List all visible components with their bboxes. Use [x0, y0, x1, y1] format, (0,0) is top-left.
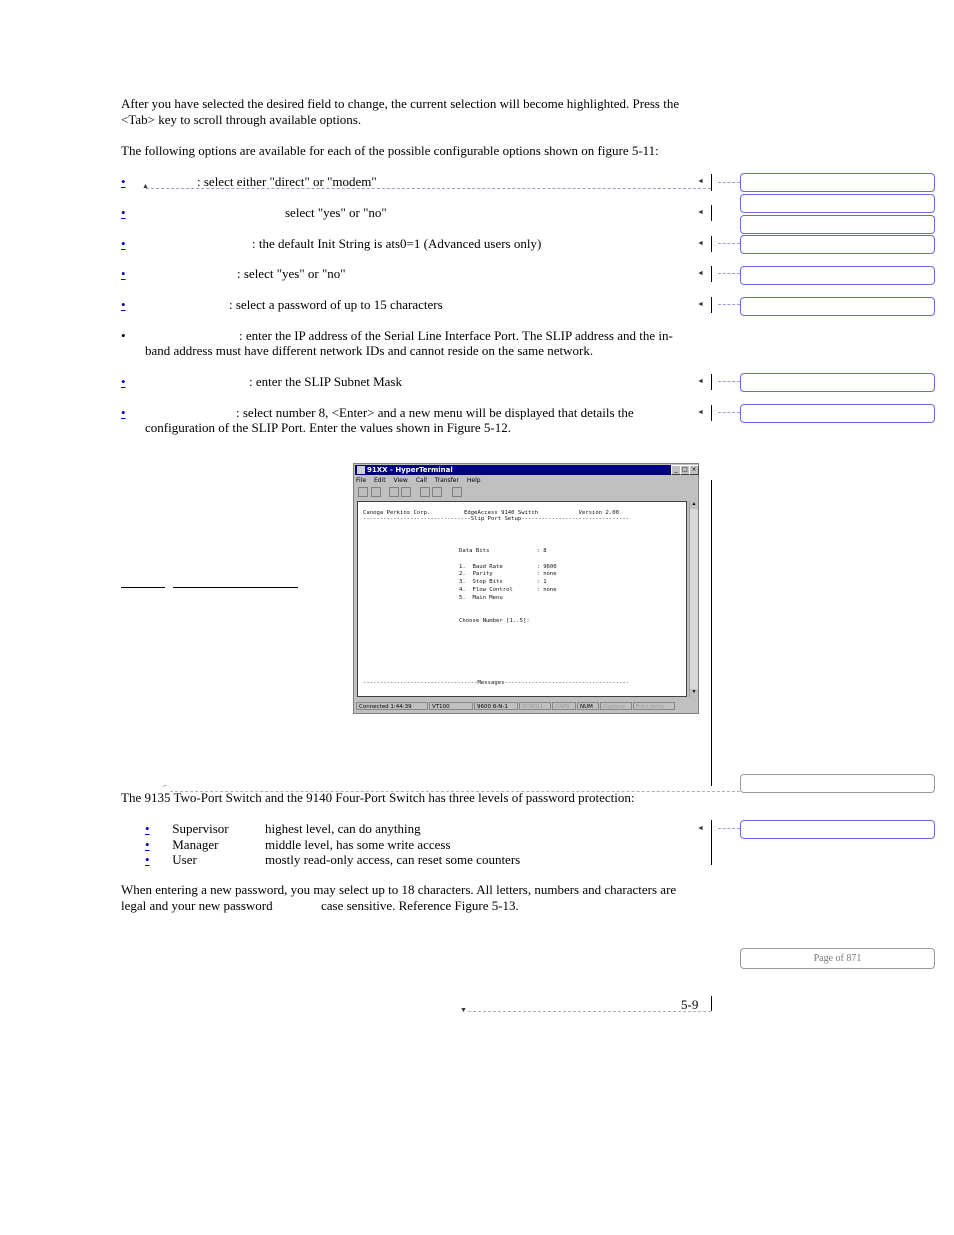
change-bar	[711, 205, 712, 221]
caption-underline	[173, 587, 298, 588]
bullet-link[interactable]: •	[145, 836, 150, 852]
level-desc: middle level, has some write access	[265, 836, 451, 852]
option-text: : select "yes" or "no"	[237, 266, 346, 281]
bullet-link[interactable]: •	[121, 174, 126, 189]
leader-line	[170, 791, 740, 792]
comment-marker-icon[interactable]: ◄	[697, 824, 704, 832]
menu-edit[interactable]: Edit	[373, 477, 386, 484]
receive-icon[interactable]	[432, 487, 442, 497]
options-intro: The following options are available for each of the possible configurable options shown on figure 5-11:	[121, 143, 659, 158]
terminal-line: ----------------------------------Messages-------------------------------------	[363, 680, 630, 686]
app-icon	[357, 466, 365, 474]
bullet-link[interactable]: •	[121, 236, 126, 251]
close-button[interactable]: ×	[689, 465, 699, 475]
level-name: User	[172, 852, 197, 867]
status-num: NUM	[577, 702, 599, 710]
change-bar	[711, 405, 712, 421]
leader-line	[468, 1011, 711, 1012]
password-note	[121, 882, 706, 914]
password-level-user	[145, 852, 705, 868]
option-text: : select a password of up to 15 characters	[229, 297, 443, 312]
option-text-continued: configuration of the SLIP Port. Enter the values shown in Figure 5-12.	[145, 420, 511, 435]
comment-box[interactable]	[740, 194, 935, 213]
terminal-line: 1. Baud Rate : 9600	[459, 564, 557, 570]
comment-box[interactable]	[740, 235, 935, 254]
option-text: : enter the IP address of the Serial Line Interface Port. The SLIP address and the in-	[239, 328, 673, 343]
window-title-bar[interactable]	[355, 465, 697, 475]
comment-box[interactable]	[740, 820, 935, 839]
change-bar	[711, 820, 712, 865]
menu-transfer[interactable]: Transfer	[434, 477, 459, 484]
intro-line-1: After you have selected the desired field to change, the current selection will become highlighted. Press the	[121, 96, 680, 111]
level-desc: mostly read-only access, can reset some counters	[265, 852, 521, 867]
terminal-line: 3. Stop Bits : 1	[459, 579, 547, 585]
option-item-connection	[121, 174, 706, 189]
comment-box[interactable]	[740, 173, 935, 192]
terminal-line: 5. Main Menu	[459, 595, 503, 601]
status-bar	[356, 702, 696, 712]
window-title: 91XX - HyperTerminal	[367, 466, 453, 474]
password-note-line-2	[121, 898, 706, 914]
change-bar	[711, 480, 712, 786]
scroll-up-icon[interactable]: ▲	[691, 502, 697, 507]
comment-box[interactable]	[740, 215, 935, 234]
anchor-marker-icon: ▼	[460, 1006, 467, 1014]
bullet: •	[121, 328, 126, 343]
page-number: 5-9	[681, 997, 699, 1012]
terminal-line: 2. Parity : none	[459, 571, 557, 577]
menu-file[interactable]: File	[356, 477, 367, 484]
leader-line	[718, 304, 740, 305]
comment-marker-icon[interactable]: ◄	[697, 208, 704, 216]
option-item-slip-port	[121, 405, 706, 420]
option-text: : select number 8, <Enter> and a new menu will be displayed that details the	[236, 405, 634, 420]
anchor-marker-icon: ⌐	[163, 782, 167, 790]
bullet-link[interactable]: •	[121, 205, 126, 220]
status-settings: 9600 8-N-1	[474, 702, 518, 710]
terminal-line: Data Bits : 8	[459, 548, 547, 554]
bullet-link[interactable]: •	[145, 852, 150, 867]
password-note-part-b: case sensitive. Reference Figure 5-13.	[321, 898, 519, 913]
password-note-line-1: When entering a new password, you may select up to 18 characters. All letters, numbers and characters are	[121, 882, 677, 897]
bullet-link[interactable]: •	[121, 297, 126, 312]
maximize-button[interactable]: □	[680, 465, 690, 475]
comment-box[interactable]	[740, 774, 935, 793]
comment-box[interactable]	[740, 266, 935, 285]
option-text: : enter the SLIP Subnet Mask	[249, 374, 402, 389]
status-capture: Capture	[600, 702, 632, 710]
option-item-slip-address	[121, 328, 706, 343]
change-bar	[711, 996, 712, 1011]
option-item-password-required	[121, 266, 706, 281]
leader-line	[718, 828, 740, 829]
leader-line	[718, 381, 740, 382]
status-print-echo: Print echo	[633, 702, 675, 710]
status-connected: Connected 1:44:39	[356, 702, 428, 710]
menu-call[interactable]: Call	[415, 477, 427, 484]
option-text: : select either "direct" or "modem"	[197, 174, 377, 189]
password-level-manager	[145, 837, 705, 853]
bullet-link[interactable]: •	[121, 405, 126, 420]
change-bar	[711, 297, 712, 313]
terminal-screen[interactable]	[357, 501, 687, 697]
leader-line	[146, 188, 711, 189]
comment-box[interactable]	[740, 404, 935, 423]
terminal-line: Canoga Perkins Corp. EdgeAccess 9140 Switch Version 2.00	[363, 510, 619, 516]
comment-box[interactable]	[740, 373, 935, 392]
bullet-link[interactable]: •	[121, 374, 126, 389]
comment-marker-icon[interactable]: ◄	[697, 239, 704, 247]
properties-icon[interactable]	[452, 487, 462, 497]
comment-box[interactable]	[740, 297, 935, 316]
status-emulation: VT100	[429, 702, 473, 710]
level-desc: highest level, can do anything	[265, 821, 421, 836]
new-icon[interactable]	[358, 487, 368, 497]
open-icon[interactable]	[371, 487, 381, 497]
comment-marker-icon[interactable]: ◄	[697, 269, 704, 277]
comment-marker-icon[interactable]: ◄	[697, 300, 704, 308]
menu-bar	[356, 476, 487, 485]
option-text: : the default Init String is ats0=1 (Advanced users only)	[252, 236, 542, 251]
leader-line	[718, 412, 740, 413]
terminal-line: --------------------------------Slip Port Setup--------------------------------	[363, 516, 630, 522]
password-note-part-a: legal and your new password	[121, 898, 273, 913]
send-icon[interactable]	[420, 487, 430, 497]
page-count-box[interactable]: Page of 871	[740, 948, 935, 969]
leader-line	[718, 273, 740, 274]
terminal-line: Choose Number [1..5]:	[459, 618, 530, 624]
comment-marker-icon[interactable]: ◄	[697, 377, 704, 385]
intro-paragraph	[121, 96, 706, 128]
change-bar	[711, 236, 712, 252]
option-item-password	[121, 297, 706, 312]
bullet-link[interactable]: •	[145, 821, 150, 836]
change-bar	[711, 374, 712, 390]
toolbar	[356, 486, 696, 499]
leader-line	[718, 243, 740, 244]
option-text-continued: band address must have different network IDs and cannot reside on the same network.	[145, 343, 594, 358]
minimize-button[interactable]: _	[671, 465, 681, 475]
hyperterminal-window	[353, 463, 699, 714]
caption-underline	[121, 587, 165, 588]
comment-marker-icon[interactable]: ◄	[697, 177, 704, 185]
status-caps: CAPS	[552, 702, 576, 710]
scroll-down-icon[interactable]: ▼	[691, 690, 697, 695]
option-item-autoanswer	[121, 205, 706, 220]
password-levels	[145, 821, 705, 868]
level-name: Manager	[172, 836, 219, 852]
option-item-slip-mask	[121, 374, 706, 389]
anchor-marker-icon: ▲	[142, 182, 149, 190]
change-bar	[711, 174, 712, 191]
change-bar	[711, 266, 712, 282]
comment-marker-icon[interactable]: ◄	[697, 408, 704, 416]
terminal-line: 4. Flow Control : none	[459, 587, 557, 593]
menu-help[interactable]: Help	[466, 477, 481, 484]
status-scroll: SCROLL	[519, 702, 551, 710]
intro-line-2: <Tab> key to scroll through available options.	[121, 112, 362, 127]
option-text: select "yes" or "no"	[285, 205, 387, 220]
vertical-scrollbar[interactable]	[689, 501, 698, 697]
menu-view[interactable]: View	[393, 477, 408, 484]
disconnect-icon[interactable]	[401, 487, 411, 497]
connect-icon[interactable]	[389, 487, 399, 497]
password-intro: The 9135 Two-Port Switch and the 9140 Four-Port Switch has three levels of password protection:	[121, 790, 635, 805]
bullet-link[interactable]: •	[121, 266, 126, 281]
password-level-supervisor	[145, 821, 705, 837]
leader-line	[718, 182, 740, 183]
option-item-init-string	[121, 236, 706, 251]
level-name: Supervisor	[172, 821, 229, 836]
